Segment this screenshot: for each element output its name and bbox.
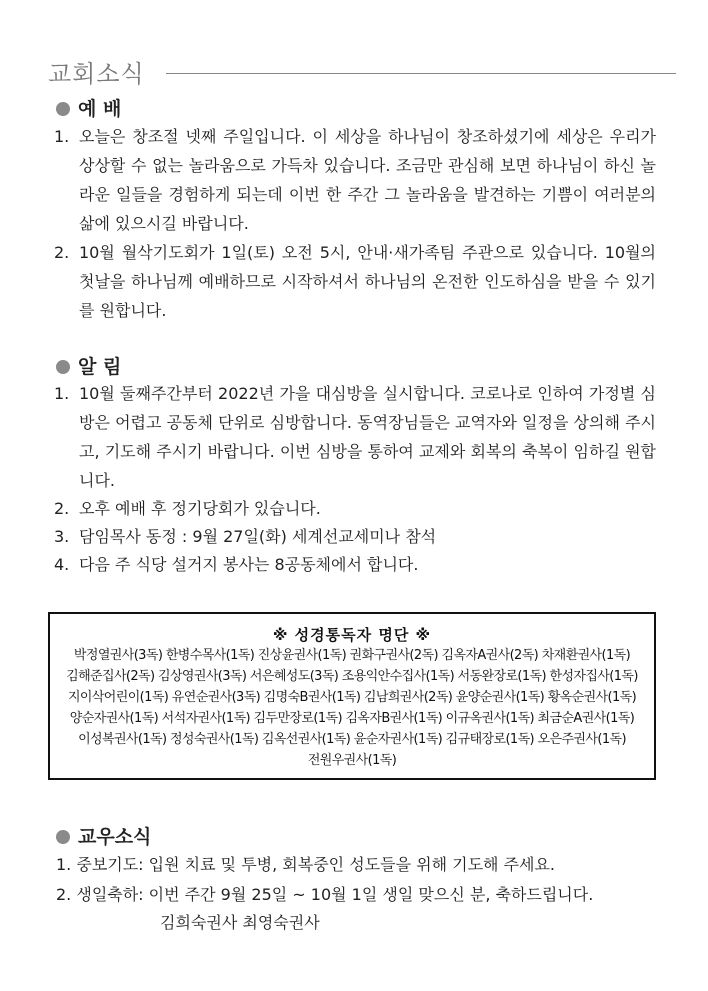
item-number: 1. — [54, 127, 70, 146]
worship-item-2 — [54, 238, 656, 325]
worship-item-1 — [54, 122, 656, 238]
notice-heading — [56, 352, 121, 379]
birthday-notice — [56, 882, 593, 905]
item-text: 오후 예배 후 정기당회가 있습니다. — [79, 499, 321, 518]
prayer-label: 중보기도: — [76, 855, 144, 874]
birthday-names: 김희숙권사 최영숙권사 — [160, 913, 320, 932]
worship-heading — [56, 94, 121, 121]
item-text: 오늘은 창조절 넷째 주일입니다. 이 세상을 하나님이 창조하셨기에 세상은 우리가 상상할 수 없는 놀라움으로 가득차 있습니다. 조금만 관심해 보면 하나님이 하신 놀라운 일들을 경험하게 되는데 이번 한 주간 그 놀라움을 발견하는 기쁨이 여러분의 삶에 있으시길 바랍니다. — [79, 127, 656, 233]
item-number: 1. — [56, 855, 72, 874]
item-text: 담임목사 동정 : 9월 27일(화) 세계선교세미나 참석 — [79, 527, 437, 546]
notice-item-2 — [54, 494, 656, 523]
bible-reading-box — [48, 612, 656, 780]
item-number: 3. — [54, 527, 70, 546]
header-divider — [166, 73, 676, 74]
item-text: 10월 월삭기도회가 1일(토) 오전 5시, 안내·새가족팀 주관으로 있습니다. 10월의 첫날을 하나님께 예배하므로 시작하셔서 하나님의 온전한 인도하심을 받을 수 있기를 원합니다. — [79, 243, 656, 320]
notice-item-4 — [54, 550, 656, 579]
notice-item-3 — [54, 522, 656, 551]
bible-box-title: ※ 성경통독자 명단 ※ — [272, 626, 432, 644]
prayer-request — [56, 852, 555, 875]
item-text: 10월 둘째주간부터 2022년 가을 대심방을 실시합니다. 코로나로 인하여 가정별 심방은 어렵고 공동체 단위로 심방합니다. 동역장님들은 교역자와 일정을 상의해 주시고, 기도해 주시기 바랍니다. 이번 심방을 통하여 교제와 회복의 축복이 임하길 원합니다. — [79, 384, 656, 490]
prayer-text: 입원 치료 및 투병, 회복중인 성도들을 위해 기도해 주세요. — [148, 855, 556, 874]
bullet-icon — [56, 830, 70, 844]
item-number: 2. — [54, 243, 70, 262]
members-heading-label: 교우소식 — [78, 826, 152, 848]
item-text: 다음 주 식당 설거지 봉사는 8공동체에서 합니다. — [79, 555, 419, 574]
page-title: 교회소식 — [48, 60, 145, 88]
birthday-text: 이번 주간 9월 25일 ~ 10월 1일 생일 맞으신 분, 축하드립니다. — [148, 885, 594, 904]
bullet-icon — [56, 360, 70, 374]
notice-item-1 — [54, 379, 656, 495]
bible-box-line: 전원우권사(1독) — [307, 753, 397, 768]
worship-heading-label: 예 배 — [78, 98, 122, 120]
bible-box-line: 김해준집사(2독) 김상영권사(3독) 서은혜성도(3독) 조용익안수집사(1독) 서동완장로(1독) 한성자집사(1독) — [66, 669, 638, 684]
bible-box-line: 지이삭어린이(1독) 유연순권사(3독) 김명숙B권사(1독) 김남희권사(2독) 윤양순권사(1독) 황옥순권사(1독) — [67, 690, 637, 705]
bible-box-line: 박정열권사(3독) 한병수목사(1독) 진상윤권사(1독) 권화구권사(2독) 김옥자A권사(2독) 차재환권사(1독) — [73, 648, 631, 663]
item-number: 4. — [54, 555, 70, 574]
bible-box-line: 양순자권사(1독) 서석자권사(1독) 김두만장로(1독) 김옥자B권사(1독) 이규옥권사(1독) 최금순A권사(1독) — [69, 711, 635, 726]
notice-heading-label: 알 림 — [78, 356, 122, 378]
bible-box-line: 이성복권사(1독) 정성숙권사(1독) 김옥선권사(1독) 윤순자권사(1독) 김규태장로(1독) 오은주권사(1독) — [78, 732, 626, 747]
bullet-icon — [56, 102, 70, 116]
page-header — [48, 54, 678, 90]
item-number: 2. — [54, 499, 70, 518]
item-number: 2. — [56, 885, 72, 904]
item-number: 1. — [54, 384, 70, 403]
birthday-label: 생일축하: — [76, 885, 144, 904]
members-heading — [56, 822, 151, 849]
